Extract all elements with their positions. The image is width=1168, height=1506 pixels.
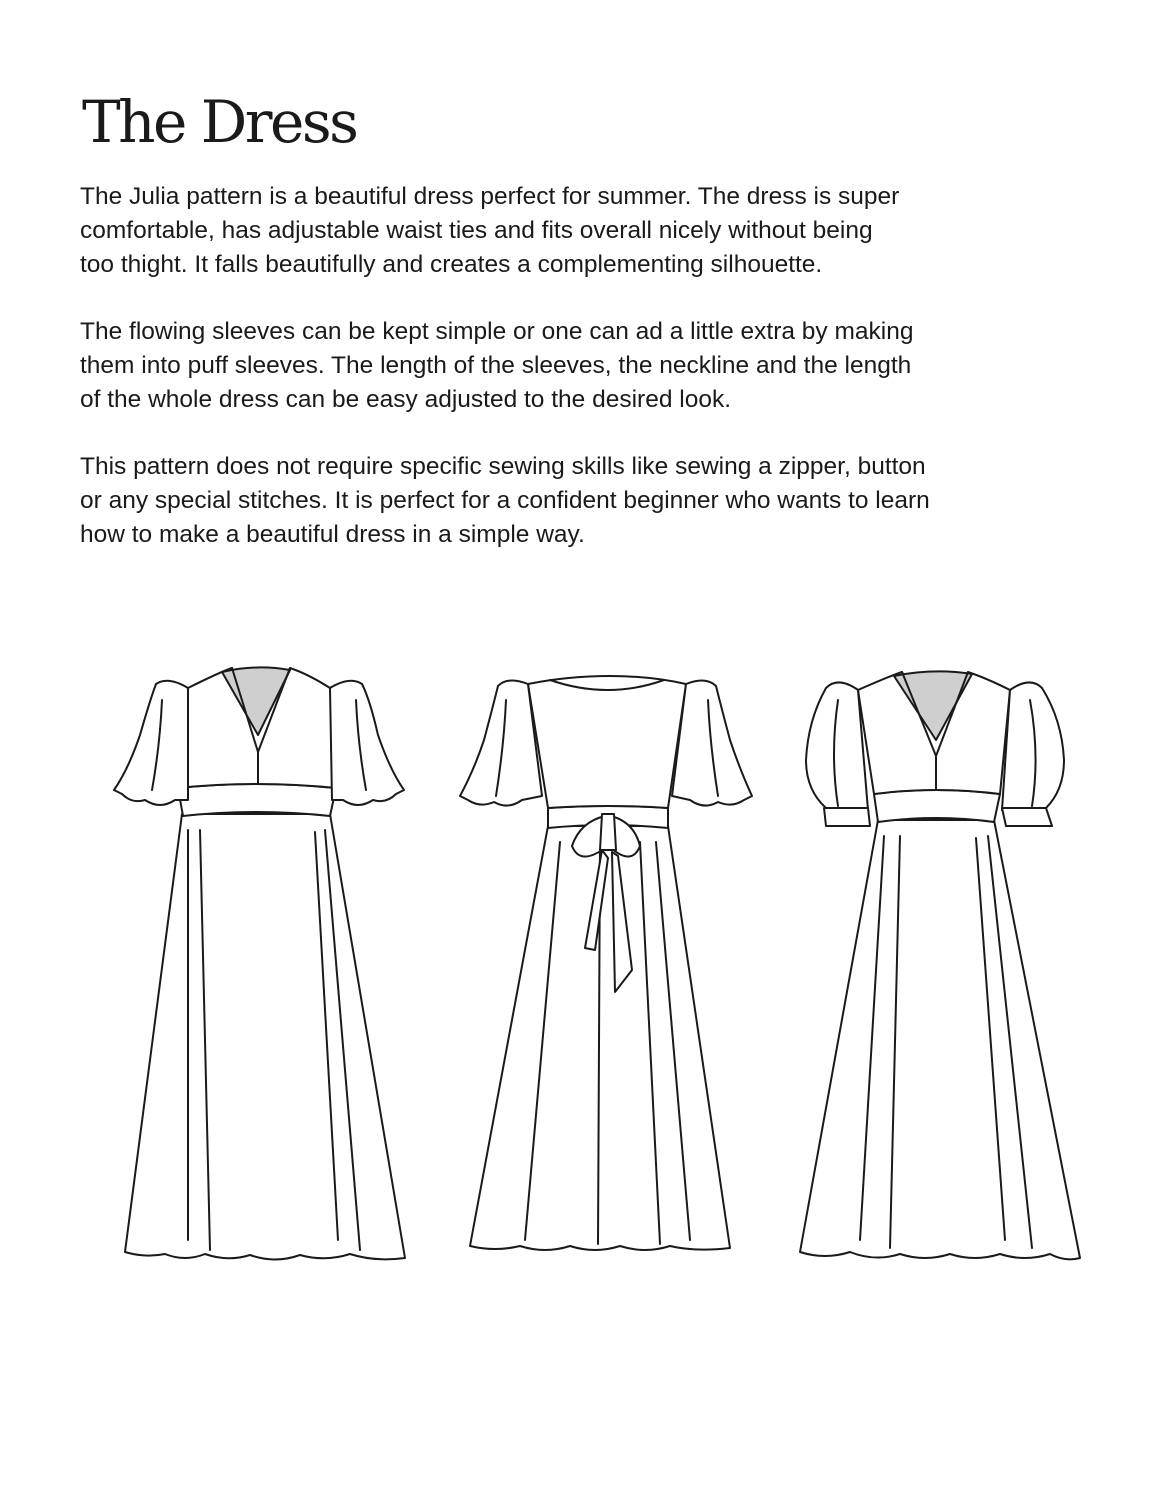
paragraph-1 (80, 180, 1040, 282)
text-line: of the whole dress can be easy adjusted to the desired look. (80, 386, 732, 413)
paragraph-3 (80, 450, 1040, 552)
text-line: them into puff sleeves. The length of the sleeves, the neckline and the length (80, 352, 912, 379)
text-line: This pattern does not require specific sewing skills like sewing a zipper, button (80, 453, 926, 480)
dress-back-flutter-sleeve (460, 676, 752, 1250)
text-line: or any special stitches. It is perfect for a confident beginner who wants to learn (80, 487, 930, 514)
paragraph-2 (80, 315, 1040, 417)
text-line: The Julia pattern is a beautiful dress perfect for summer. The dress is super (80, 183, 900, 210)
dress-front-flutter-sleeve (114, 667, 405, 1259)
text-line: too thight. It falls beautifully and creates a complementing silhouette. (80, 251, 823, 278)
body-text (80, 180, 1040, 585)
text-line: comfortable, has adjustable waist ties and fits overall nicely without being (80, 217, 873, 244)
dress-illustrations (0, 640, 1168, 1300)
text-line: how to make a beautiful dress in a simple way. (80, 521, 585, 548)
dress-front-puff-sleeve (800, 671, 1080, 1259)
page-title: The Dress (82, 88, 357, 156)
text-line: The flowing sleeves can be kept simple or one can ad a little extra by making (80, 318, 914, 345)
